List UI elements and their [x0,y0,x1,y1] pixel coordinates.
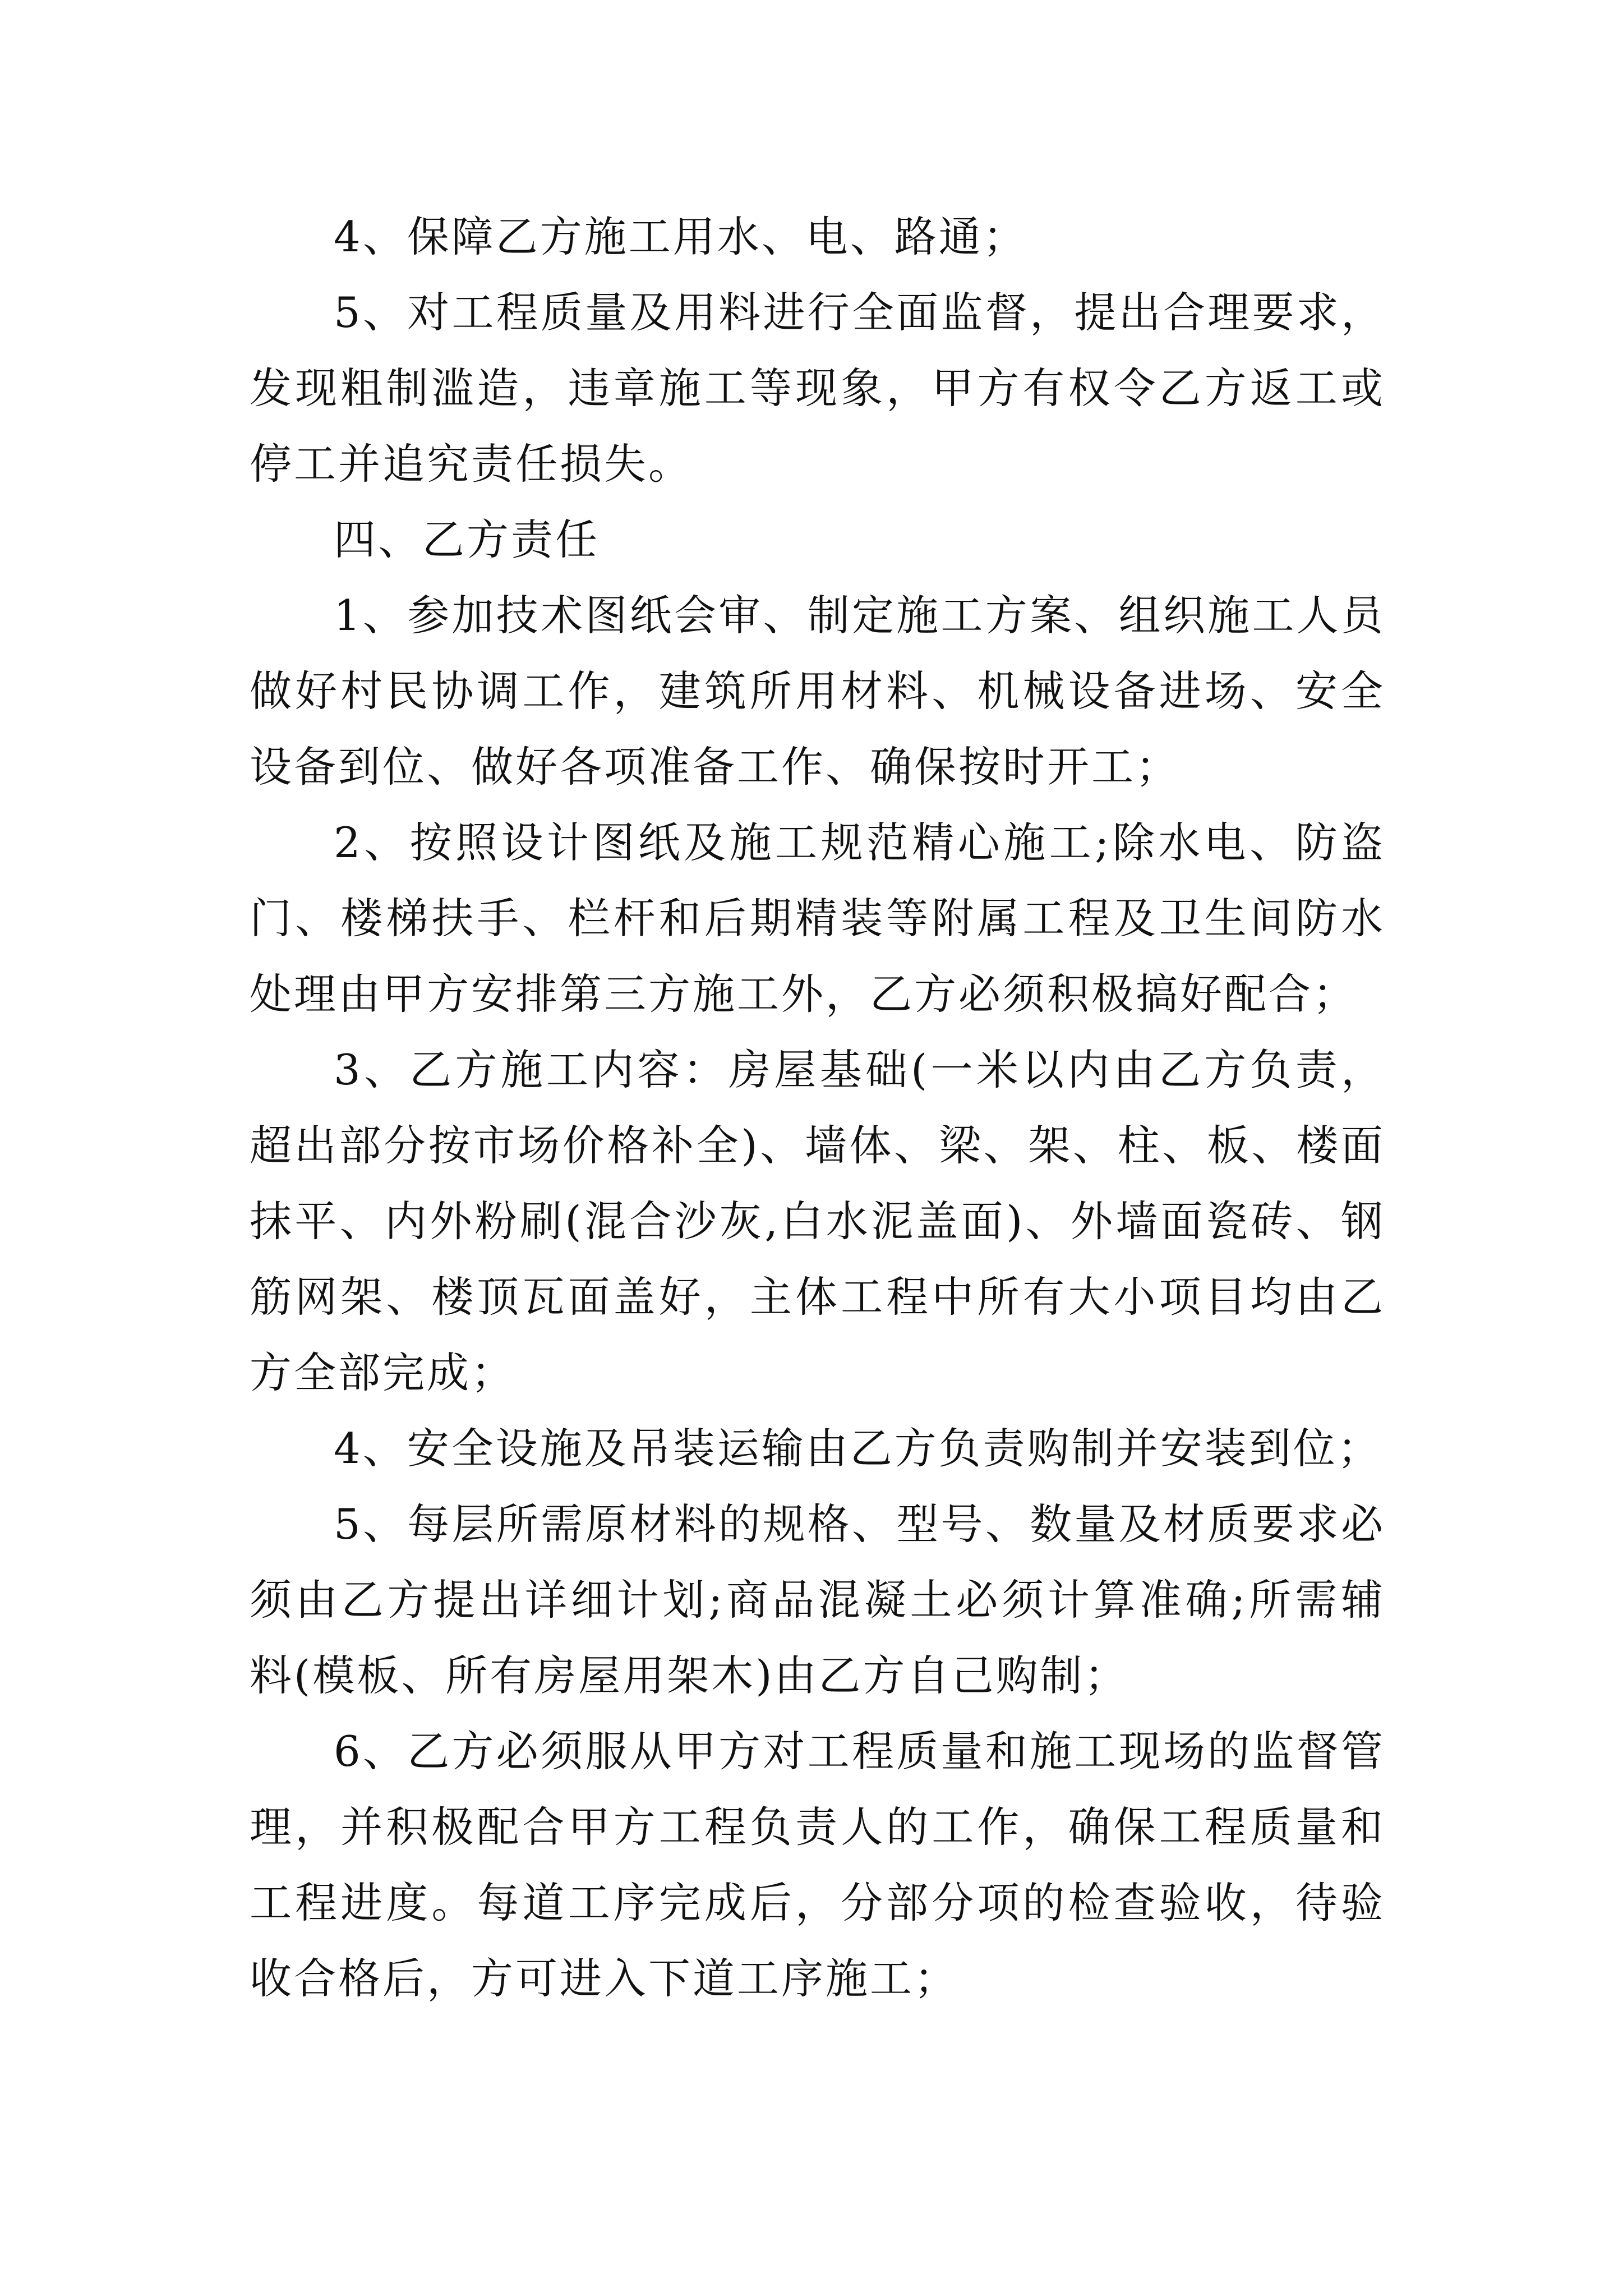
paragraph-item-2-construction-standards: 2、按照设计图纸及施工规范精心施工;除水电、防盗门、楼梯扶手、栏杆和后期精装等附属工程及卫生间防水处理由甲方安排第三方施工外，乙方必须积极搞好配合； [250,818,1385,1019]
paragraph-item-3-construction-scope: 3、乙方施工内容：房屋基础(一米以内由乙方负责，超出部分按市场价格补全)、墙体、梁、架、柱、板、楼面抹平、内外粉刷(混合沙灰,白水泥盖面)、外墙面瓷砖、钢筋网架、楼顶瓦面盖好，主体工程中所有大小项目均由乙方全部完成； [250,1045,1385,1397]
paragraph-item-4-safety-facilities: 4、安全设施及吊装运输由乙方负责购制并安装到位； [334,1424,1382,1473]
document-body [250,199,1385,2017]
paragraph-item-5-quality-supervision: 5、对工程质量及用料进行全面监督，提出合理要求，发现粗制滥造，违章施工等现象，甲方有权令乙方返工或停工并追究责任损失。 [250,288,1385,489]
paragraph-item-5-materials-plan: 5、每层所需原材料的规格、型号、数量及材质要求必须由乙方提出详细计划;商品混凝土必须计算准确;所需辅料(模板、所有房屋用架木)由乙方自己购制； [250,1499,1385,1700]
section-heading-party-b-responsibilities: 四、乙方责任 [334,515,600,564]
paragraph-item-4-water-power-road: 4、保障乙方施工用水、电、路通； [334,212,1027,261]
paragraph-item-1-preparation: 1、参加技术图纸会审、制定施工方案、组织施工人员做好村民协调工作，建筑所用材料、机械设备进场、安全设备到位、做好各项准备工作、确保按时开工； [250,591,1385,792]
paragraph-item-6-supervision-compliance: 6、乙方必须服从甲方对工程质量和施工现场的监督管理，并积极配合甲方工程负责人的工作，确保工程质量和工程进度。每道工序完成后，分部分项的检查验收，待验收合格后，方可进入下道工序施工； [250,1727,1385,2003]
